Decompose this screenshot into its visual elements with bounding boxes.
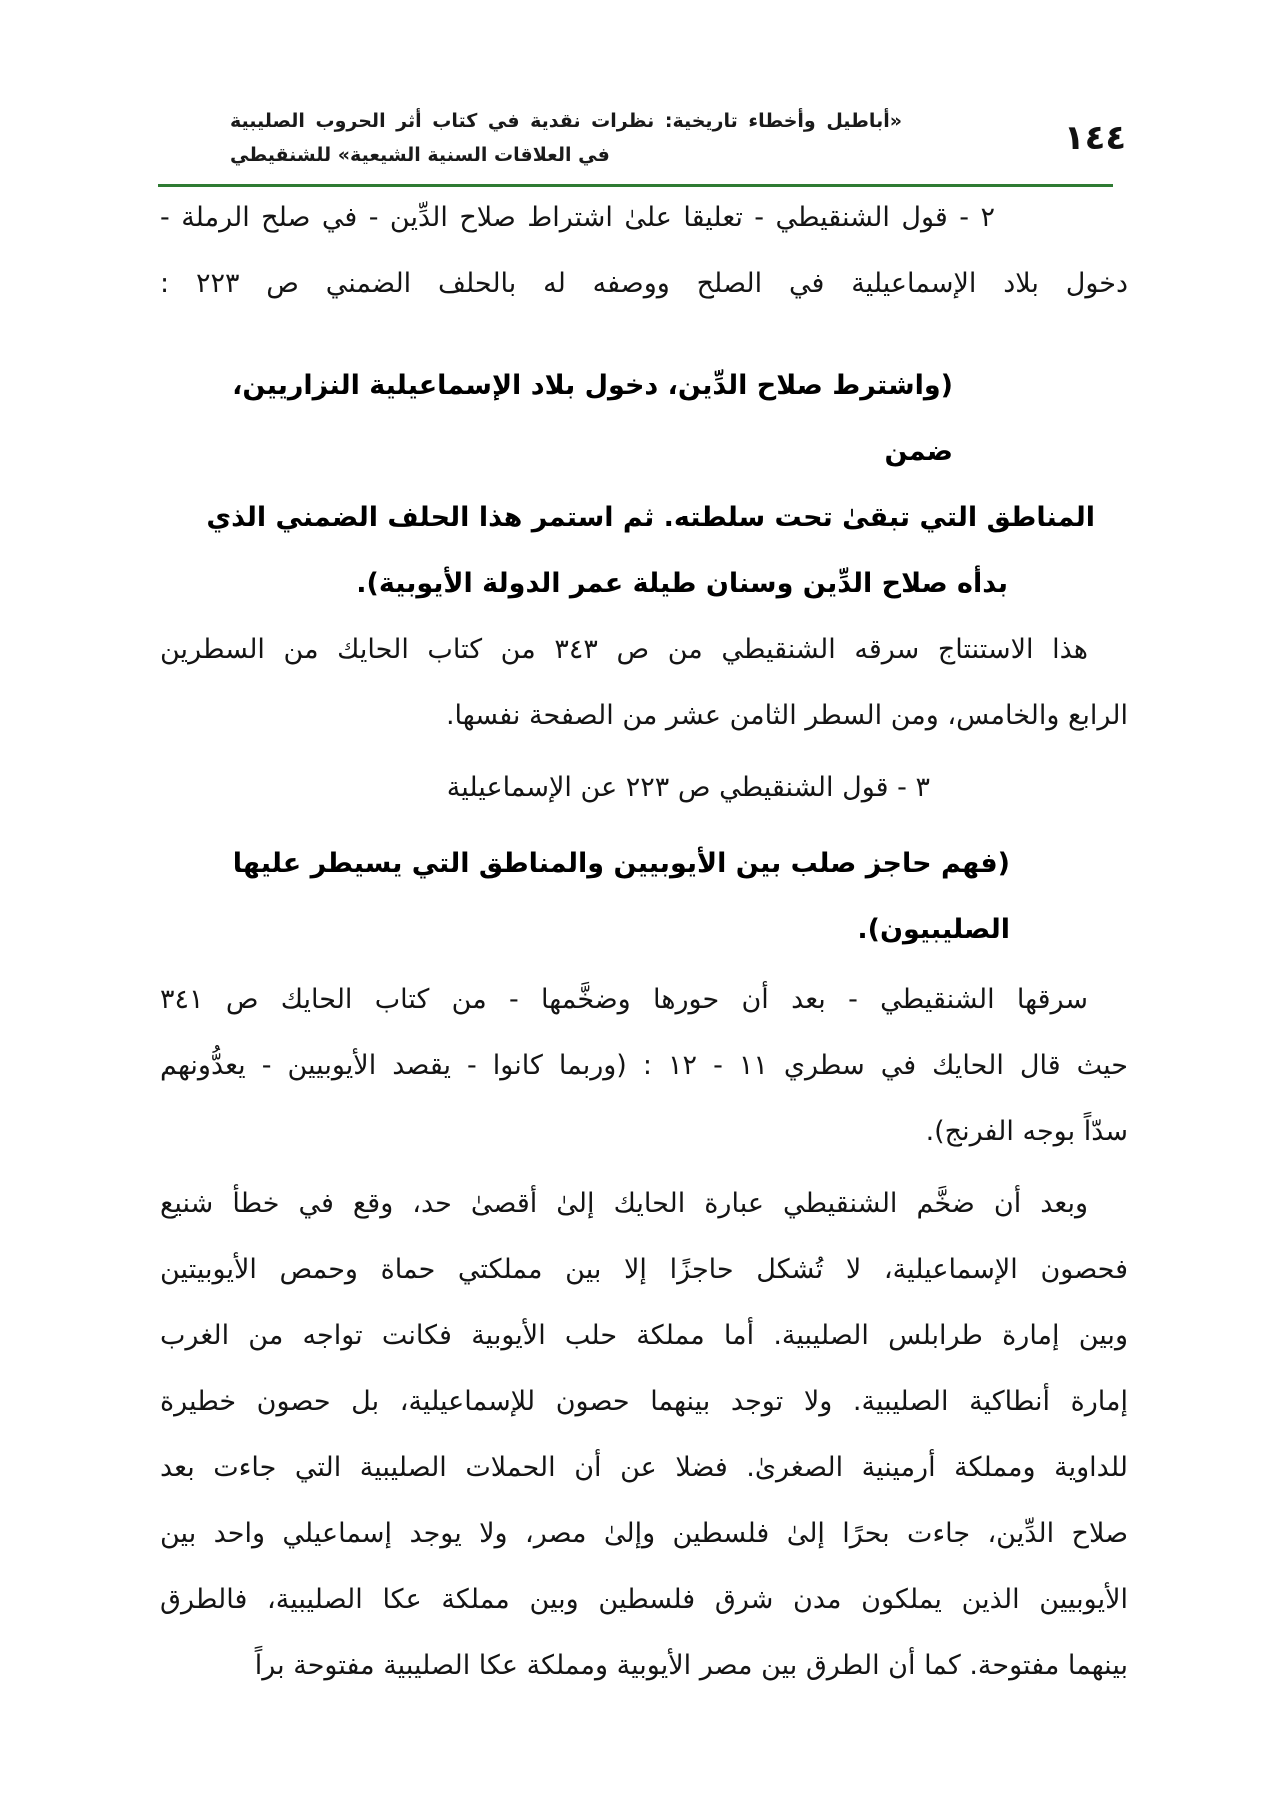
section3-analysis-line: وبعد أن ضخَّم الشنقيطي عبارة الحايك إلىٰ أقصىٰ حد، وقع في خطأ شنيع: [160, 1188, 1088, 1219]
section2-quote-line: بدأه صلاح الدِّين وسنان طيلة عمر الدولة الأيوبية).: [356, 568, 1008, 599]
section3-quote-line: (فهم حاجز صلب بين الأيوبيين والمناطق التي يسيطر عليها: [232, 848, 1010, 879]
section3-analysis-line: الأيوبيين الذين يملكون مدن شرق فلسطين وبين مملكة عكا الصليبية، فالطرق: [160, 1584, 1128, 1615]
running-header: [230, 104, 902, 172]
section2-comment-line: الرابع والخامس، ومن السطر الثامن عشر من الصفحة نفسها.: [445, 700, 1128, 731]
section3-comment-line: حيث قال الحايك في سطري ١١ - ١٢ : (وربما كانوا - يقصد الأيوبيين - يعدُّونهم: [160, 1050, 1128, 1081]
section3-analysis-line: صلاح الدِّين، جاءت بحرًا إلىٰ فلسطين وإلىٰ مصر، ولا يوجد إسماعيلي واحد بين: [160, 1518, 1128, 1549]
section3-analysis-line: فحصون الإسماعيلية، لا تُشكل حاجزًا إلا بين مملكتي حماة وحمص الأيوبيتين: [160, 1254, 1128, 1285]
section2-intro-line: دخول بلاد الإسماعيلية في الصلح ووصفه له بالحلف الضمني ص ٢٢٣ :: [160, 268, 1128, 299]
page-body: [160, 185, 1128, 1699]
section3-quote-line: الصليبيون).: [857, 914, 1010, 945]
section3-heading: ٣ - قول الشنقيطي ص ٢٢٣ عن الإسماعيلية: [446, 772, 930, 803]
section3-analysis-line: إمارة أنطاكية الصليبية. ولا توجد بينهما حصون للإسماعيلية، بل حصون خطيرة: [160, 1386, 1128, 1417]
running-header-author: للشنقيطي: [230, 144, 332, 166]
running-header-title: «أباطيل وأخطاء تاريخية: نظرات نقدية في كتاب أثر الحروب الصليبية في العلاقات السنية الشيعية»: [230, 110, 902, 166]
section2-quote-line: (واشترط صلاح الدِّين، دخول بلاد الإسماعيلية النزاريين، ضمن: [232, 370, 953, 467]
page-number: ١٤٤: [1063, 118, 1127, 158]
section2-comment-line: هذا الاستنتاج سرقه الشنقيطي من ص ٣٤٣ من كتاب الحايك من السطرين: [160, 634, 1088, 665]
section2-intro-line: ٢ - قول الشنقيطي - تعليقا علىٰ اشتراط صلاح الدِّين - في صلح الرملة -: [160, 202, 995, 233]
section3-comment-line: سدّاً بوجه الفرنج).: [925, 1116, 1128, 1147]
section3-analysis-line: وبين إمارة طرابلس الصليبية. أما مملكة حلب الأيوبية فكانت تواجه من الغرب: [160, 1320, 1128, 1351]
section2-quote-line: المناطق التي تبقىٰ تحت سلطته. ثم استمر هذا الحلف الضمني الذي: [206, 502, 1095, 533]
section3-comment-line: سرقها الشنقيطي - بعد أن حورها وضخَّمها - من كتاب الحايك ص ٣٤١: [160, 984, 1088, 1015]
section3-analysis-line: بينهما مفتوحة. كما أن الطرق بين مصر الأيوبية ومملكة عكا الصليبية مفتوحة براً: [254, 1650, 1128, 1681]
section3-analysis-line: للداوية ومملكة أرمينية الصغرىٰ. فضلا عن أن الحملات الصليبية التي جاءت بعد: [160, 1452, 1128, 1483]
